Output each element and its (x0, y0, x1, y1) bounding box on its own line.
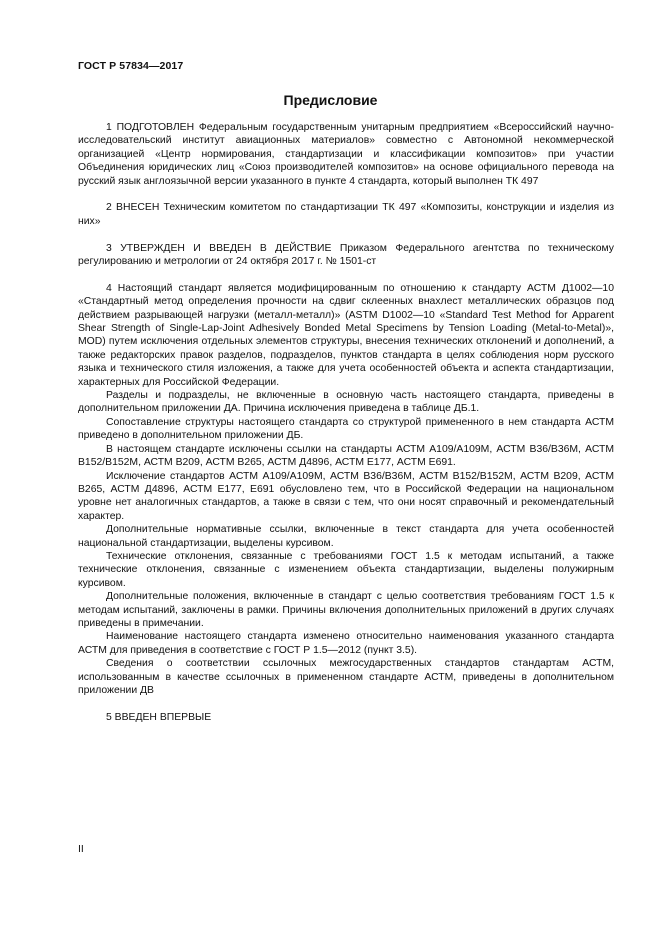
paragraph-structure: Сопоставление структуры настоящего стандарта со структурой примененного в нем стандарта АСТМ приведено в дополнительном приложении ДБ. (78, 416, 614, 442)
section-title: Предисловие (283, 92, 378, 108)
paragraph-excluded-refs: В настоящем стандарте исключены ссылки на стандарты АСТМ А109/А109М, АСТМ В36/В36М, АСТМ В152/В152М, АСТМ В209, АСТМ В265, АСТМ Д4896, АСТМ Е177, АСТМ Е691. (78, 443, 614, 469)
paragraph-additional-refs: Дополнительные нормативные ссылки, включенные в текст стандарта для учета особенностей национальной стандартизации, выделены курсивом. (78, 524, 614, 549)
paragraph-exclusion-reason: Исключение стандартов АСТМ А109/А109М, АСТМ В36/В36М, АСТМ В152/В152М, АСТМ В209, АСТМ В265, АСТМ Д4896, АСТМ Е177, Е691 обусловлено тем, что в Российской Федерации на национальном уровне нет аналогичных стандартов, а также в связи с тем, что они носят справочный и рекомендательный характер. (78, 470, 614, 522)
preface-body (78, 121, 614, 724)
paragraph-introduced: 2 ВНЕСЕН Техническим комитетом по стандартизации ТК 497 «Композиты, конструкции и изделия из них» (78, 202, 614, 227)
page-number: II (78, 843, 84, 855)
paragraph-technical-deviations: Технические отклонения, связанные с требованиями ГОСТ 1.5 к методам испытаний, а также технические отклонения, связанные с изменением объекта стандартизации, выделены полужирным курсивом. (78, 550, 614, 589)
paragraph-additional-provisions: Дополнительные положения, включенные в стандарт с целью соответствия требованиям ГОСТ 1.5 к методам испытаний, заключены в рамки. Причины включения дополнительных приложений в других случаях приведены в примечании. (78, 591, 614, 629)
paragraph-prepared: 1 ПОДГОТОВЛЕН Федеральным государственным унитарным предприятием «Всероссийский научно-исследовательский институт авиационных материалов» совместно с Автономной некоммерческой организацией «Центр нормирования, стандартизации и классификации композитов» при участии Объединения юридических лиц «Союз производителей композитов» на основе официального перевода на русский язык англоязычной версии указанного в пункте 4 стандарта, который выполнен ТК 497 (78, 122, 614, 187)
paragraph-first-introduced: 5 ВВЕДЕН ВПЕРВЫЕ (106, 711, 212, 723)
paragraph-approved: 3 УТВЕРЖДЕН И ВВЕДЕН В ДЕЙСТВИЕ Приказом Федерального агентства по техническому регулированию и метрологии от 24 октября 2017 г. № 1501-ст (78, 242, 614, 268)
paragraph-sections: Разделы и подразделы, не включенные в основную часть настоящего стандарта, приведены в дополнительном приложении ДА. Причина исключения приведена в таблице ДБ.1. (78, 390, 614, 415)
paragraph-title-change: Наименование настоящего стандарта изменено относительно наименования указанного стандарта АСТМ для приведения в соответствие с ГОСТ Р 1.5—2012 (пункт 3.5). (78, 631, 614, 656)
paragraph-modified: 4 Настоящий стандарт является модифицированным по отношению к стандарту АСТМ Д1002—10 «Стандартный метод определения прочности на сдвиг склеенных внахлест металлических образцов под действием разрывающей нагрузки (металл-металл)» (ASTM D1002—10 «Standard Test Method for Apparent Shear Strength of Single-Lap-Joint Adhesively Bonded Metal Specimens by Tension Loading (Metal-to-Metal)», MOD) путем исключения отдельных элементов структуры, внесения технических отклонений и дополнений, а также редакторских правок разделов, подразделов, пунктов стандарта в целях соблюдения норм русского языка и технического стиля изложения, а также для учета особенностей объекта и аспекта стандартизации, характерных для Российской Федерации. (78, 282, 614, 388)
paragraph-reference-info: Сведения о соответствии ссылочных межгосударственных стандартов стандартам АСТМ, использованным в качестве ссылочных в примененном стандарте АСТМ, приведены в дополнительном приложении ДВ (78, 658, 614, 697)
document-code: ГОСТ Р 57834—2017 (78, 60, 184, 72)
